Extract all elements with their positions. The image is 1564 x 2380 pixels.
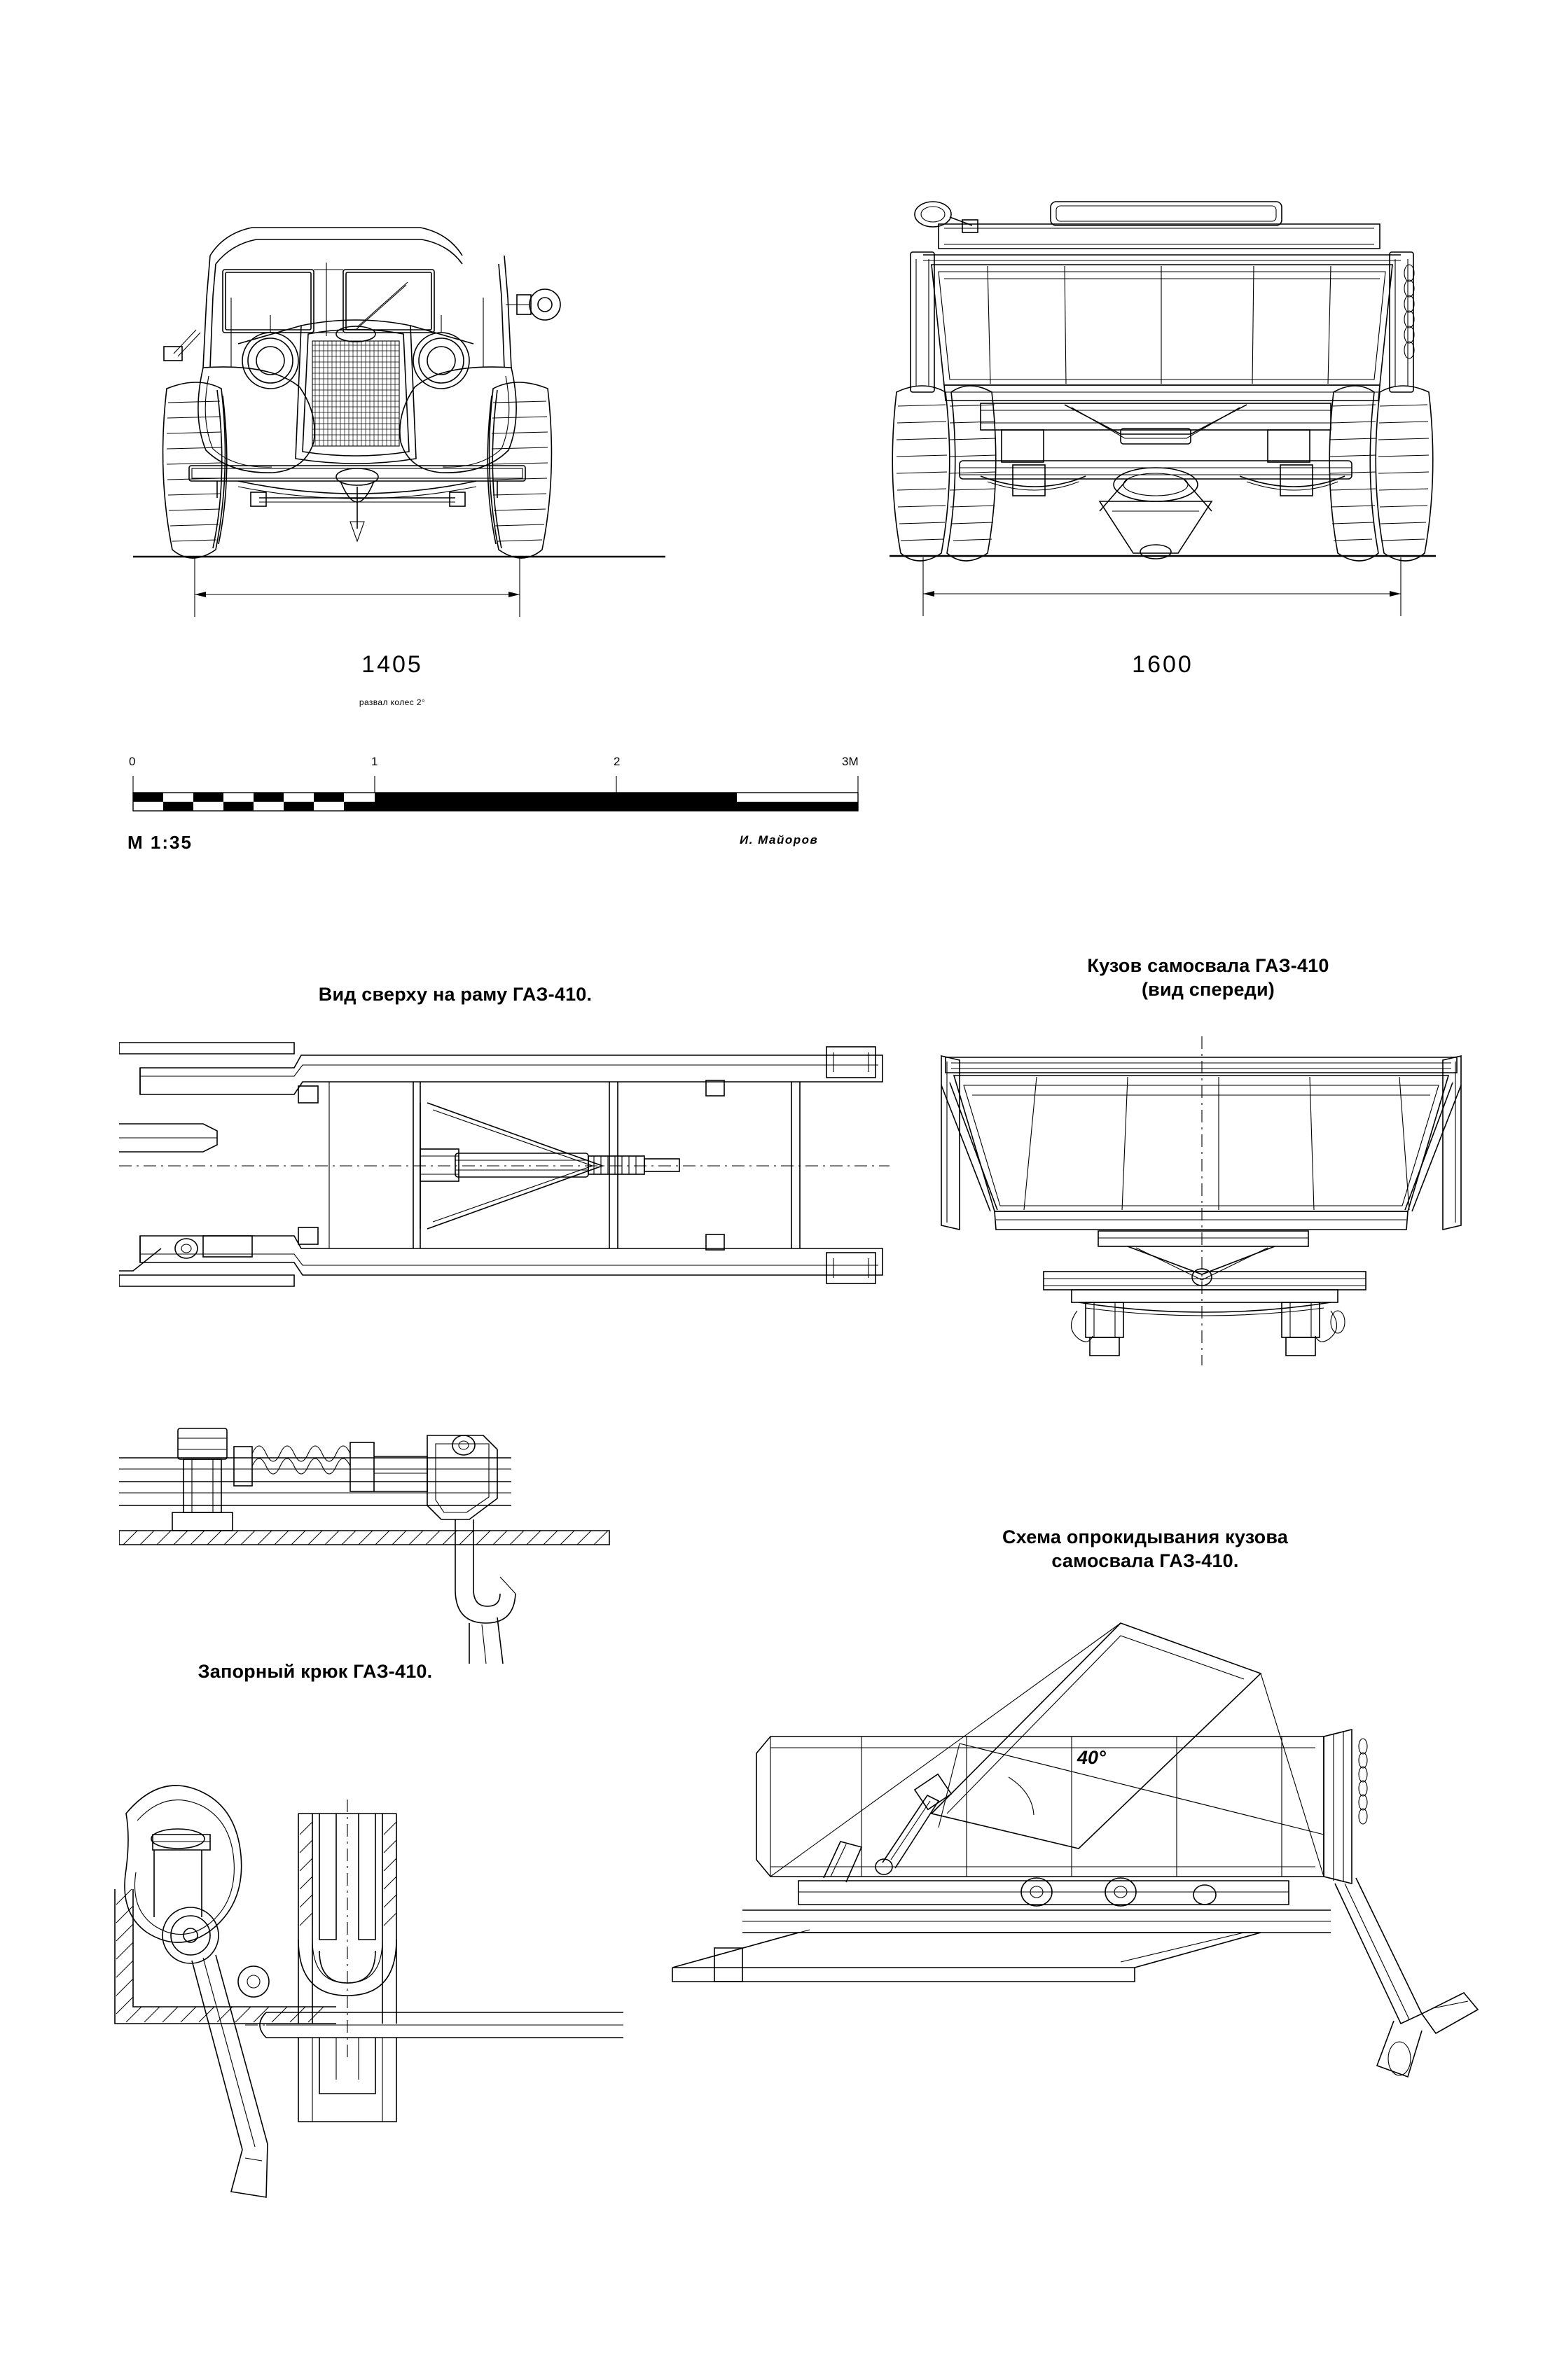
hook-caption: Запорный крюк ГАЗ-410.: [198, 1661, 433, 1682]
front-view-dimension: 1405: [361, 651, 423, 678]
hook-section-drawing: [119, 1414, 637, 1666]
front-view-panel: [133, 158, 665, 669]
body-front-caption-line1: Кузов самосвала ГАЗ-410: [1087, 955, 1329, 976]
body-front-drawing: [918, 1036, 1485, 1365]
scale-tick-2: 2: [614, 755, 621, 768]
rear-view-dimension: 1600: [1132, 651, 1193, 678]
rear-view-drawing: [890, 182, 1436, 672]
scale-tick-3: 3М: [842, 755, 859, 768]
author-credit: И. Майоров: [740, 833, 819, 847]
rear-view-panel: [890, 182, 1436, 672]
hook-section-panel: [119, 1414, 637, 1666]
scale-bar-graphic: [126, 776, 876, 825]
scale-tick-0: 0: [129, 755, 136, 768]
frame-top-view-panel: [119, 1026, 890, 1327]
scale-bar-panel: [126, 776, 876, 825]
hook-detail-panel: [105, 1730, 630, 2213]
front-view-note: развал колес 2°: [359, 697, 426, 707]
frame-top-drawing: [119, 1026, 890, 1327]
body-front-view-panel: [918, 1036, 1485, 1365]
hook-detail-drawing: [105, 1730, 630, 2213]
scale-ratio-label: М 1:35: [127, 832, 193, 853]
tipping-caption-line1: Схема опрокидывания кузова: [1002, 1526, 1289, 1547]
frame-top-caption: Вид сверху на раму ГАЗ-410.: [318, 984, 593, 1005]
tipping-scheme-drawing: [630, 1603, 1506, 2143]
tipping-scheme-panel: [630, 1603, 1506, 2143]
tipping-caption-line2: самосвала ГАЗ-410.: [1051, 1550, 1239, 1571]
scale-tick-1: 1: [371, 755, 378, 768]
tipping-angle-label: 40°: [1077, 1747, 1106, 1768]
front-view-drawing: [133, 158, 665, 669]
body-front-caption-line2: (вид спереди): [1141, 979, 1275, 1000]
